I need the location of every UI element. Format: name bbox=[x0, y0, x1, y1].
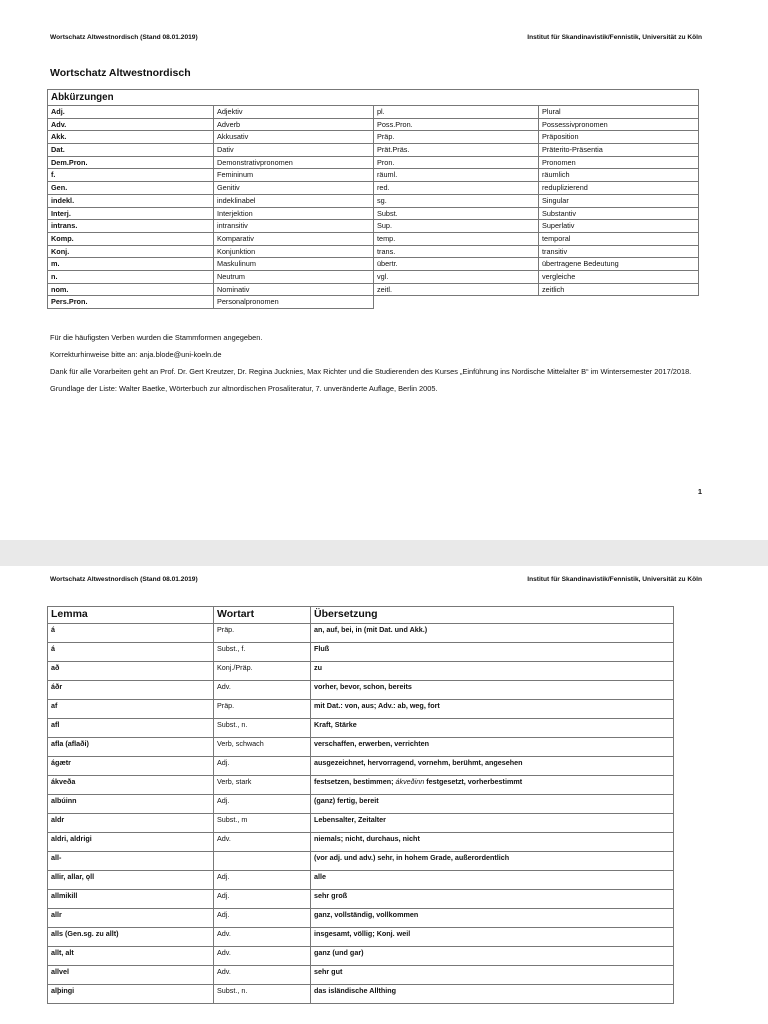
abbr-short: Dem.Pron. bbox=[48, 156, 214, 169]
abbr-long: Genitiv bbox=[214, 182, 374, 195]
abbr-long: Femininum bbox=[214, 169, 374, 182]
abbr-short: Gen. bbox=[48, 182, 214, 195]
column-header-uebersetzung: Übersetzung bbox=[311, 607, 674, 624]
abbr-short: red. bbox=[374, 182, 539, 195]
table-row bbox=[48, 681, 674, 700]
wortart-cell: Verb, schwach bbox=[214, 738, 311, 757]
abbr-long: indeklinabel bbox=[214, 194, 374, 207]
translation-cell bbox=[311, 776, 674, 795]
translation-text: das isländische Allthing bbox=[314, 986, 397, 995]
abbreviation-row bbox=[48, 144, 699, 157]
abbr-short: intrans. bbox=[48, 220, 214, 233]
translation-cell bbox=[311, 643, 674, 662]
abbreviation-row bbox=[48, 283, 699, 296]
table-row bbox=[48, 928, 674, 947]
abbr-long: Singular bbox=[539, 194, 699, 207]
wortart-cell: Adv. bbox=[214, 681, 311, 700]
translation-cell bbox=[311, 833, 674, 852]
translation-text: ausgezeichnet, hervorragend, vornehm, berühmt, angesehen bbox=[314, 758, 523, 767]
abbreviation-row bbox=[48, 220, 699, 233]
wortart-cell: Präp. bbox=[214, 624, 311, 643]
translation-cell bbox=[311, 738, 674, 757]
lemma-cell: alþingi bbox=[48, 985, 214, 1004]
abbreviation-row bbox=[48, 258, 699, 271]
table-row bbox=[48, 643, 674, 662]
abbr-short: Pers.Pron. bbox=[48, 296, 214, 309]
translation-cell bbox=[311, 852, 674, 871]
abbreviation-row bbox=[48, 182, 699, 195]
abbr-long: Personalpronomen bbox=[214, 296, 374, 309]
abbr-long: Interjektion bbox=[214, 207, 374, 220]
wortart-cell: Adv. bbox=[214, 966, 311, 985]
header-left: Wortschatz Altwestnordisch (Stand 08.01.2019) bbox=[50, 576, 198, 583]
abbr-short: übertr. bbox=[374, 258, 539, 271]
translation-text: (ganz) fertig, bereit bbox=[314, 796, 379, 805]
abbr-short: trans. bbox=[374, 245, 539, 258]
header-right: Institut für Skandinavistik/Fennistik, Universität zu Köln bbox=[527, 576, 702, 583]
wortart-cell: Konj./Präp. bbox=[214, 662, 311, 681]
abbr-short: Pron. bbox=[374, 156, 539, 169]
lemma-cell: að bbox=[48, 662, 214, 681]
translation-cell bbox=[311, 757, 674, 776]
page-number: 1 bbox=[697, 487, 702, 496]
abbreviation-row bbox=[48, 207, 699, 220]
abbr-long: Präposition bbox=[539, 131, 699, 144]
translation-cell bbox=[311, 909, 674, 928]
abbr-short: temp. bbox=[374, 232, 539, 245]
abbr-long: Konjunktion bbox=[214, 245, 374, 258]
table-row bbox=[48, 795, 674, 814]
note-source: Grundlage der Liste: Walter Baetke, Wörterbuch zur altnordischen Prosaliteratur, 7. unveränderte Auflage, Berlin 2005. bbox=[50, 384, 438, 393]
translation-text: Fluß bbox=[314, 644, 330, 653]
running-header bbox=[50, 34, 702, 41]
translation-text: vorher, bevor, schon, bereits bbox=[314, 682, 412, 691]
table-row bbox=[48, 966, 674, 985]
abbr-short: f. bbox=[48, 169, 214, 182]
translation-text: Lebensalter, Zeitalter bbox=[314, 815, 386, 824]
translation-cell bbox=[311, 966, 674, 985]
abbreviation-row bbox=[48, 156, 699, 169]
translation-cell bbox=[311, 890, 674, 909]
table-row bbox=[48, 909, 674, 928]
abbreviations-heading: Abkürzungen bbox=[48, 90, 699, 106]
abbreviation-row bbox=[48, 169, 699, 182]
abbr-short: vgl. bbox=[374, 270, 539, 283]
table-row bbox=[48, 890, 674, 909]
translation-cell bbox=[311, 814, 674, 833]
wortart-cell: Präp. bbox=[214, 700, 311, 719]
wortart-cell: Adj. bbox=[214, 795, 311, 814]
wortart-cell: Subst., f. bbox=[214, 643, 311, 662]
header-left: Wortschatz Altwestnordisch (Stand 08.01.2019) bbox=[50, 34, 198, 41]
page-gap bbox=[0, 540, 768, 566]
lemma-cell: ágætr bbox=[48, 757, 214, 776]
abbr-short: Sup. bbox=[374, 220, 539, 233]
translation-text: ganz (und gar) bbox=[314, 948, 364, 957]
translation-cell bbox=[311, 985, 674, 1004]
translation-cell bbox=[311, 662, 674, 681]
table-row bbox=[48, 833, 674, 852]
lemma-cell: allr bbox=[48, 909, 214, 928]
lemma-cell: af bbox=[48, 700, 214, 719]
note-stammformen: Für die häufigsten Verben wurden die Stammformen angegeben. bbox=[50, 333, 263, 342]
abbr-short: Akk. bbox=[48, 131, 214, 144]
abbreviation-row bbox=[48, 194, 699, 207]
notes bbox=[50, 333, 700, 401]
lemma-cell: allt, alt bbox=[48, 947, 214, 966]
abbr-long: räumlich bbox=[539, 169, 699, 182]
translation-text: (vor adj. und adv.) sehr, in hohem Grade, außerordentlich bbox=[314, 853, 510, 862]
translation-text: zu bbox=[314, 663, 322, 672]
abbr-long: Adjektiv bbox=[214, 106, 374, 119]
translation-cell bbox=[311, 795, 674, 814]
translation-text: mit Dat.: von, aus; Adv.: ab, weg, fort bbox=[314, 701, 440, 710]
table-row bbox=[48, 738, 674, 757]
lemma-cell: afl bbox=[48, 719, 214, 738]
header-right: Institut für Skandinavistik/Fennistik, Universität zu Köln bbox=[527, 34, 702, 41]
translation-text: niemals; nicht, durchaus, nicht bbox=[314, 834, 420, 843]
abbr-long: Demonstrativpronomen bbox=[214, 156, 374, 169]
translation-text: sehr gut bbox=[314, 967, 343, 976]
abbreviation-row bbox=[48, 131, 699, 144]
abbr-long: intransitiv bbox=[214, 220, 374, 233]
abbr-long: Substantiv bbox=[539, 207, 699, 220]
column-header-wortart: Wortart bbox=[214, 607, 311, 624]
abbr-short: pl. bbox=[374, 106, 539, 119]
abbr-short: sg. bbox=[374, 194, 539, 207]
table-row bbox=[48, 947, 674, 966]
translation-text: sehr groß bbox=[314, 891, 348, 900]
wortart-cell bbox=[214, 852, 311, 871]
abbr-long: Plural bbox=[539, 106, 699, 119]
abbreviation-row bbox=[48, 296, 699, 309]
wortart-cell: Adv. bbox=[214, 833, 311, 852]
page-2 bbox=[0, 566, 768, 1024]
lemma-cell: á bbox=[48, 643, 214, 662]
lemma-cell: á bbox=[48, 624, 214, 643]
translation-text: festsetzen, bestimmen; bbox=[314, 777, 396, 786]
wortart-cell: Subst., m bbox=[214, 814, 311, 833]
table-row bbox=[48, 814, 674, 833]
document-title: Wortschatz Altwestnordisch bbox=[50, 67, 191, 79]
lemma-cell: albúinn bbox=[48, 795, 214, 814]
translation-text: alle bbox=[314, 872, 326, 881]
table-row bbox=[48, 757, 674, 776]
translation-text: an, auf, bei, in (mit Dat. und Akk.) bbox=[314, 625, 428, 634]
abbr-short: Adj. bbox=[48, 106, 214, 119]
wortart-cell: Subst., n. bbox=[214, 719, 311, 738]
abbr-short: Subst. bbox=[374, 207, 539, 220]
abbr-long: Nominativ bbox=[214, 283, 374, 296]
running-header bbox=[50, 576, 702, 583]
abbr-short: Adv. bbox=[48, 118, 214, 131]
table-row bbox=[48, 871, 674, 890]
abbreviation-row bbox=[48, 270, 699, 283]
abbr-short: n. bbox=[48, 270, 214, 283]
table-row bbox=[48, 985, 674, 1004]
abbr-short: Poss.Pron. bbox=[374, 118, 539, 131]
table-row bbox=[48, 662, 674, 681]
abbr-long: zeitlich bbox=[539, 283, 699, 296]
abbr-short: Komp. bbox=[48, 232, 214, 245]
translation-text: Kraft, Stärke bbox=[314, 720, 357, 729]
wortart-cell: Adv. bbox=[214, 947, 311, 966]
abbr-long: Adverb bbox=[214, 118, 374, 131]
abbr-short: Prät.Präs. bbox=[374, 144, 539, 157]
abbr-short: Interj. bbox=[48, 207, 214, 220]
lemma-cell: all- bbox=[48, 852, 214, 871]
lemma-cell: allvel bbox=[48, 966, 214, 985]
translation-text: insgesamt, völlig; Konj. weil bbox=[314, 929, 411, 938]
lemma-cell: allmikill bbox=[48, 890, 214, 909]
abbreviation-row bbox=[48, 245, 699, 258]
lemma-cell: afla (aflaði) bbox=[48, 738, 214, 757]
translation-cell bbox=[311, 928, 674, 947]
table-row bbox=[48, 624, 674, 643]
abbr-short: indekl. bbox=[48, 194, 214, 207]
abbr-long: Superlativ bbox=[539, 220, 699, 233]
abbr-short: nom. bbox=[48, 283, 214, 296]
abbreviations-table bbox=[47, 89, 698, 309]
abbr-short: Dat. bbox=[48, 144, 214, 157]
abbr-long: Dativ bbox=[214, 144, 374, 157]
wortart-cell: Adj. bbox=[214, 909, 311, 928]
translation-cell bbox=[311, 719, 674, 738]
abbreviation-row bbox=[48, 106, 699, 119]
abbr-long: transitiv bbox=[539, 245, 699, 258]
translation-cell bbox=[311, 871, 674, 890]
abbr-long: Neutrum bbox=[214, 270, 374, 283]
lemma-cell: áðr bbox=[48, 681, 214, 700]
lemma-cell: aldr bbox=[48, 814, 214, 833]
abbreviation-row bbox=[48, 232, 699, 245]
abbr-long: Präterito-Präsentia bbox=[539, 144, 699, 157]
wortart-cell: Verb, stark bbox=[214, 776, 311, 795]
column-header-lemma: Lemma bbox=[48, 607, 214, 624]
table-row bbox=[48, 776, 674, 795]
abbr-long: übertragene Bedeutung bbox=[539, 258, 699, 271]
translation-cell bbox=[311, 700, 674, 719]
note-contact: Korrekturhinweise bitte an: anja.blode@uni-koeln.de bbox=[50, 350, 222, 359]
abbr-long: Possessivpronomen bbox=[539, 118, 699, 131]
abbr-short: Präp. bbox=[374, 131, 539, 144]
empty-cell bbox=[374, 296, 539, 309]
abbreviation-row bbox=[48, 118, 699, 131]
translation-italic: ákveðinn bbox=[395, 777, 425, 786]
translation-cell bbox=[311, 681, 674, 700]
abbr-long: Pronomen bbox=[539, 156, 699, 169]
abbr-short: zeitl. bbox=[374, 283, 539, 296]
wortart-cell: Subst., n. bbox=[214, 985, 311, 1004]
translation-text: ganz, vollständig, vollkommen bbox=[314, 910, 419, 919]
table-row bbox=[48, 852, 674, 871]
wortart-cell: Adj. bbox=[214, 890, 311, 909]
abbr-short: m. bbox=[48, 258, 214, 271]
empty-cell bbox=[539, 296, 699, 309]
abbr-long: Komparativ bbox=[214, 232, 374, 245]
wortart-cell: Adj. bbox=[214, 871, 311, 890]
abbr-short: Konj. bbox=[48, 245, 214, 258]
abbr-long: temporal bbox=[539, 232, 699, 245]
abbr-long: Akkusativ bbox=[214, 131, 374, 144]
abbr-long: vergleiche bbox=[539, 270, 699, 283]
lemma-cell: alls (Gen.sg. zu allt) bbox=[48, 928, 214, 947]
translation-text: verschaffen, erwerben, verrichten bbox=[314, 739, 430, 748]
wortart-cell: Adj. bbox=[214, 757, 311, 776]
lemma-cell: aldri, aldrigi bbox=[48, 833, 214, 852]
table-row bbox=[48, 700, 674, 719]
abbr-short: räuml. bbox=[374, 169, 539, 182]
lemma-table bbox=[47, 606, 673, 1004]
table-row bbox=[48, 719, 674, 738]
translation-cell bbox=[311, 624, 674, 643]
wortart-cell: Adv. bbox=[214, 928, 311, 947]
note-acknowledgements: Dank für alle Vorarbeiten geht an Prof. Dr. Gert Kreutzer, Dr. Regina Jucknies, Max Richter und die Studierenden des Kurses „Einführung ins Nordische Mittelalter B“ im Wintersemester 2017/2018. bbox=[50, 367, 692, 376]
translation-tail: festgesetzt, vorherbestimmt bbox=[424, 777, 523, 786]
abbr-long: Maskulinum bbox=[214, 258, 374, 271]
lemma-cell: allir, allar, ǫll bbox=[48, 871, 214, 890]
translation-cell bbox=[311, 947, 674, 966]
abbr-long: reduplizierend bbox=[539, 182, 699, 195]
lemma-cell: ákveða bbox=[48, 776, 214, 795]
